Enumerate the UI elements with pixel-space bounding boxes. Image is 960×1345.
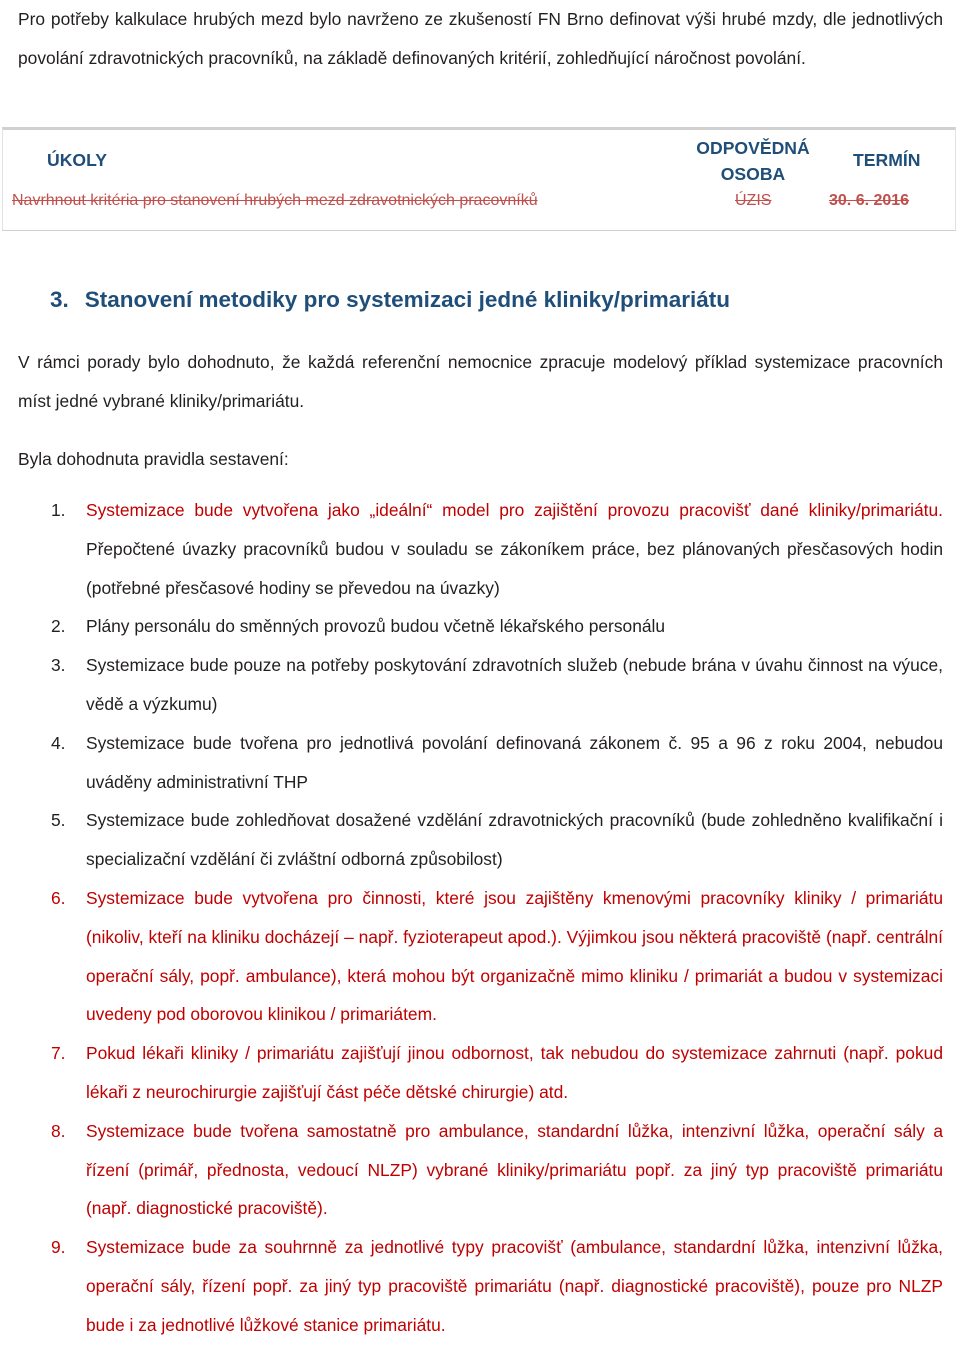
rule-text: Systemizace bude pouze na potřeby poskytování zdravotních služeb (nebude brána v úvahu činnost na výuce, vědě a výzkumu) bbox=[86, 655, 943, 714]
rule-red-text: Systemizace bude vytvořena pro činnosti, které jsou zajištěny kmenovými pracovníky kliniky / primariátu (nikoliv, kteří na kliniku docházejí – např. fyzioterapeut apod.). Výjimkou jsou některá pracoviště (např. centrální operační sály, popř. ambulance), která mohou být organizačně mimo kliniku / primariát a budou v systemizaci uvedeny pod oborovou klinikou / primariátem. bbox=[86, 887, 943, 1025]
intro-paragraph: Pro potřeby kalkulace hrubých mezd bylo navrženo ze zkušeností FN Brno definovat výši hrubé mzdy, dle jednotlivých povolání zdravotnických pracovníků, na základě definovaných kritérií, zohledňující náročnost povolání. bbox=[18, 9, 943, 68]
rule-item-7 bbox=[0, 1034, 943, 1112]
rule-number: 6. bbox=[51, 887, 66, 908]
section-number: 3. bbox=[50, 287, 69, 312]
rule-number: 8. bbox=[51, 1120, 66, 1141]
tasks-header-task: ÚKOLY bbox=[47, 150, 107, 170]
rule-item-6 bbox=[0, 879, 943, 1034]
rule-text: Systemizace bude tvořena pro jednotlivá povolání definovaná zákonem č. 95 a 96 z roku 2004, nebudou uváděny administrativní THP bbox=[86, 732, 943, 792]
rule-number: 2. bbox=[51, 616, 66, 637]
rule-number: 9. bbox=[51, 1237, 66, 1258]
tasks-cell-deadline: 30. 6. 2016 bbox=[829, 192, 910, 209]
rule-item-8 bbox=[0, 1112, 943, 1228]
rules-intro: Byla dohodnuta pravidla sestavení: bbox=[18, 449, 289, 469]
rule-item-1 bbox=[0, 491, 943, 607]
rule-item-9 bbox=[0, 1228, 943, 1344]
rule-text: Přepočtené úvazky pracovníků budou v souladu se zákoníkem práce, bez plánovaných přesčasových hodin (potřebné přesčasové hodiny se převedou na úvazky) bbox=[86, 538, 943, 598]
rule-text: Plány personálu do směnných provozů budou včetně lékařského personálu bbox=[86, 616, 666, 637]
rule-item-4 bbox=[0, 724, 943, 802]
rule-number: 7. bbox=[51, 1043, 66, 1064]
tasks-header-deadline: TERMÍN bbox=[853, 150, 921, 170]
tasks-table bbox=[2, 127, 956, 231]
rules-list bbox=[0, 491, 960, 1345]
rule-number: 1. bbox=[51, 500, 66, 520]
tasks-cell-task: Navrhnout kritéria pro stanovení hrubých mezd zdravotnických pracovníků bbox=[12, 192, 538, 209]
rule-red-text: Systemizace bude za souhrnně za jednotlivé typy pracovišť (ambulance, standardní lůžka, intenzivní lůžka, operační sály, řízení popř. za jiný typ pracoviště primariátu (např. diagnostické pracoviště), pouze pro NLZP bude i za jednotlivé lůžkové stanice primariátu. bbox=[86, 1237, 943, 1335]
rule-red-text: Pokud lékaři kliniky / primariátu zajišťují jinou odbornost, tak nebudou do systemizace zahrnuti (např. pokud lékaři z neurochirurgie zajišťují část péče dětské chirurgie) atd. bbox=[86, 1043, 943, 1102]
rule-number: 3. bbox=[51, 655, 66, 676]
tasks-cell-person: ÚZIS bbox=[735, 192, 772, 209]
rule-text: Systemizace bude zohledňovat dosažené vzdělání zdravotnických pracovníků (bude zohledněno kvalifikační i specializační vzdělání či zvláštní odborná způsobilost) bbox=[86, 810, 943, 870]
rule-red-text: Systemizace bude vytvořena jako „ideální“ model pro zajištění provozu pracovišť dané kliniky/primariátu. bbox=[86, 500, 943, 520]
tasks-header-person: ODPOVĚDNÁ OSOBA bbox=[696, 138, 810, 184]
rule-number: 5. bbox=[51, 810, 66, 831]
rule-item-3 bbox=[0, 646, 943, 724]
section-heading bbox=[50, 287, 730, 313]
rule-red-text: Systemizace bude tvořena samostatně pro ambulance, standardní lůžka, intenzivní lůžka, operační sály a řízení (primář, přednosta, vedoucí NLZP) vybrané kliniky/primariátu popř. za jiný typ pracoviště primariátu (např. diagnostické pracoviště). bbox=[86, 1120, 943, 1219]
rule-item-2 bbox=[0, 607, 943, 646]
section-title: Stanovení metodiky pro systemizaci jedné kliniky/primariátu bbox=[84, 287, 730, 312]
rule-number: 4. bbox=[51, 732, 66, 753]
body-paragraph: V rámci porady bylo dohodnuto, že každá referenční nemocnice zpracuje modelový příklad systemizace pracovních míst jedné vybrané kliniky/primariátu. bbox=[18, 352, 943, 411]
rule-item-5 bbox=[0, 801, 943, 879]
